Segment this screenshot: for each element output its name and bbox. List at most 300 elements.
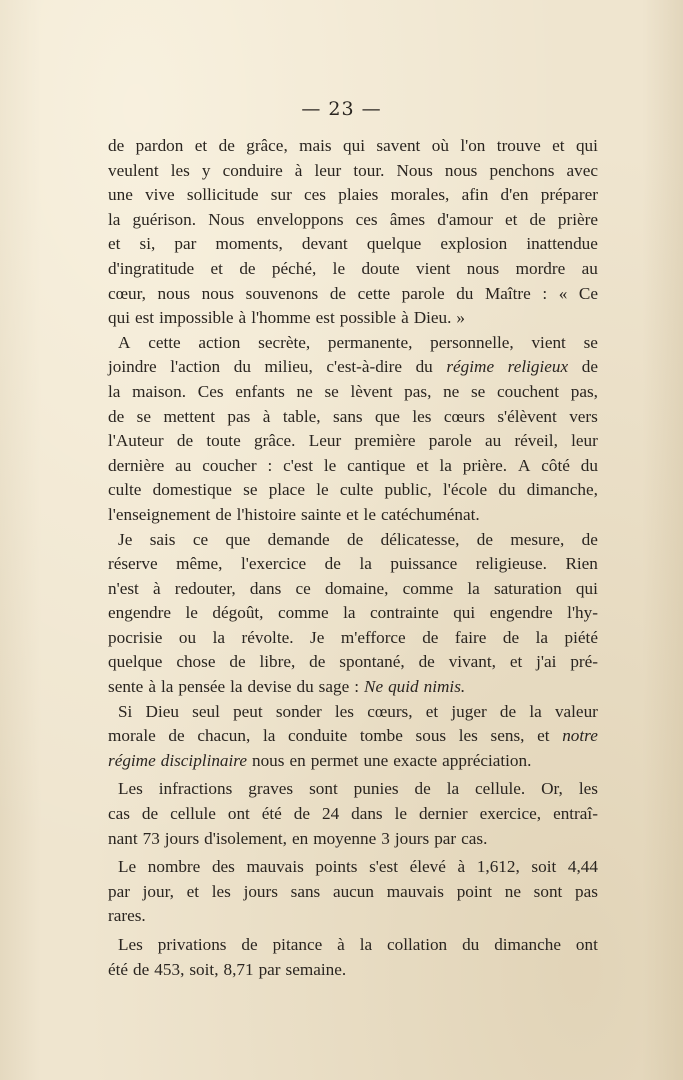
word: du: [580, 455, 598, 475]
word: :: [354, 677, 359, 697]
word: les: [170, 160, 190, 180]
word: mesure,: [510, 529, 565, 549]
word: pocrisie: [108, 627, 163, 647]
word: afin: [461, 185, 489, 205]
word: milieu,: [264, 357, 313, 377]
text-line: [108, 880, 598, 905]
word: mauvais: [386, 881, 444, 901]
italic-word: notre: [562, 726, 598, 746]
word: c'est: [283, 455, 313, 475]
text-line: [108, 454, 598, 479]
word: soit,: [189, 959, 219, 979]
word: et: [210, 258, 223, 278]
word: de: [168, 726, 185, 746]
word: sur: [270, 185, 292, 205]
word: permet: [310, 750, 359, 770]
text-line: [108, 306, 598, 331]
word: Je: [118, 529, 133, 549]
word: d'isolement,: [204, 828, 287, 848]
word: ce: [295, 578, 311, 598]
word: l'Auteur: [108, 431, 164, 451]
word: l'action: [170, 357, 221, 377]
word: dans: [249, 578, 282, 598]
word: du: [415, 357, 433, 377]
word: enveloppons: [256, 209, 344, 229]
word: impossible: [159, 308, 234, 328]
word: comme: [277, 603, 329, 623]
word: par: [258, 959, 281, 979]
text-line: [108, 159, 598, 184]
word: Dieu.: [413, 308, 452, 328]
word: action: [198, 332, 241, 352]
word: j'ai: [536, 652, 557, 672]
text-line: [108, 855, 598, 880]
word: l'histoire: [236, 504, 297, 524]
word: de: [176, 431, 194, 451]
text-line: [108, 355, 598, 380]
word: préparer: [540, 185, 598, 205]
word: à: [294, 160, 303, 180]
word: graves: [248, 779, 294, 799]
word: cas.: [461, 828, 488, 848]
italic-word: Ne: [363, 677, 384, 697]
word: personnelle,: [430, 332, 514, 352]
word: table,: [282, 406, 321, 426]
word: à: [337, 935, 345, 954]
word: spontané,: [339, 652, 405, 672]
word: de: [215, 504, 232, 524]
italic-word: quid: [388, 677, 419, 697]
word: devise: [247, 677, 292, 697]
word: de: [422, 627, 439, 647]
word: vive: [145, 185, 175, 205]
word: soit: [531, 857, 557, 877]
word: parole: [428, 431, 472, 451]
word: sans: [333, 406, 363, 426]
word: à: [238, 308, 247, 328]
word: cœurs: [443, 406, 485, 426]
word: les: [578, 779, 598, 799]
word: de: [529, 209, 546, 229]
word: et: [416, 455, 429, 475]
word: permanente,: [327, 332, 413, 352]
text-line: [108, 802, 598, 827]
word: jour,: [142, 881, 174, 901]
word: à: [401, 308, 409, 328]
word: nous: [157, 283, 191, 303]
word: se: [583, 332, 598, 352]
word: d'ingratitude: [108, 258, 195, 278]
word: la: [467, 578, 480, 598]
text-line: [108, 552, 598, 577]
word: et: [108, 234, 121, 254]
word: points: [315, 857, 358, 877]
word: Maître: [484, 283, 531, 303]
word: exacte: [393, 750, 438, 770]
word: Or,: [541, 779, 563, 799]
word: du: [498, 480, 516, 500]
word: dernier: [418, 804, 468, 824]
word: grâce,: [246, 136, 288, 155]
word: la: [343, 603, 356, 623]
word: mauvais: [246, 857, 304, 877]
word: de: [418, 652, 435, 672]
word: par: [108, 881, 130, 901]
word: dégoût,: [212, 603, 264, 623]
word: en: [291, 828, 309, 848]
word: se: [136, 406, 151, 426]
word: du: [296, 677, 314, 697]
word: se: [470, 381, 486, 401]
text-line: [108, 724, 598, 749]
word: sente: [108, 677, 144, 697]
word: qui: [453, 603, 476, 623]
word: libre,: [259, 652, 296, 672]
text-line: [108, 232, 598, 257]
word: de: [293, 804, 311, 824]
word: moments,: [215, 234, 283, 254]
word: ou: [178, 627, 197, 647]
word: pas: [227, 406, 251, 426]
word: quelque: [366, 234, 422, 254]
word: sonder: [275, 701, 322, 721]
word: et: [346, 504, 359, 524]
word: la: [108, 209, 121, 229]
word: grâce.: [253, 431, 296, 451]
word: sous: [415, 726, 447, 746]
word: l'hy-: [567, 603, 598, 623]
text-line: [108, 601, 598, 626]
text-line: [108, 650, 598, 675]
word: secrète,: [258, 332, 311, 352]
word: ces: [355, 209, 378, 229]
word: y: [201, 160, 211, 180]
word: dernière: [108, 455, 165, 475]
text-line: [108, 626, 598, 651]
word: Le: [118, 857, 137, 877]
word: lèvent: [350, 381, 393, 401]
word: vers: [569, 406, 598, 426]
word: peut: [233, 701, 263, 721]
word: la: [439, 455, 452, 475]
word: la: [108, 381, 121, 401]
word: saturation: [493, 578, 562, 598]
word: catéchuménat.: [380, 504, 480, 524]
word: à: [262, 406, 271, 426]
word: mettent: [163, 406, 215, 426]
word: ont: [575, 935, 598, 954]
word: la: [230, 677, 243, 697]
word: maison.: [132, 381, 187, 401]
italic-word: régime: [108, 750, 156, 770]
word: l'école: [442, 480, 488, 500]
word: sollicitude: [186, 185, 259, 205]
text-line: [108, 827, 598, 852]
word: conduire: [222, 160, 283, 180]
word: à: [457, 857, 466, 877]
italic-word: régime: [446, 357, 495, 377]
text-line: [108, 331, 598, 356]
word: sage: [318, 677, 350, 697]
word: cellule: [170, 804, 216, 824]
word: jours: [394, 828, 430, 848]
text-line: [108, 700, 598, 725]
text-line: [108, 528, 598, 553]
word: vient: [416, 258, 451, 278]
word: les: [334, 701, 354, 721]
word: est: [134, 308, 155, 328]
text-line: [108, 503, 598, 528]
word: de: [218, 136, 235, 155]
word: morale: [108, 726, 156, 746]
italic-word: disciplinaire: [160, 750, 247, 770]
word: pitance: [272, 935, 323, 954]
word: sans: [290, 881, 321, 901]
text-line: [108, 429, 598, 454]
word: par: [174, 234, 197, 254]
word: nous: [444, 160, 478, 180]
word: inattendue: [526, 234, 598, 254]
word: les: [412, 406, 432, 426]
word: pensée: [178, 677, 226, 697]
word: et: [425, 701, 439, 721]
word: demande: [267, 529, 330, 549]
word: d'amour: [437, 209, 493, 229]
word: morales,: [390, 185, 450, 205]
word: devant: [301, 234, 348, 254]
word: Je: [310, 627, 325, 647]
word: privations: [157, 935, 227, 954]
word: qui: [575, 578, 598, 598]
word: en: [289, 750, 306, 770]
word: ne: [443, 381, 460, 401]
word: joindre: [108, 357, 157, 377]
word: dans: [351, 804, 383, 824]
text-line: [108, 208, 598, 233]
word: nous: [251, 750, 285, 770]
word: par: [434, 828, 457, 848]
word: contrainte: [369, 603, 439, 623]
word: nombre: [147, 857, 201, 877]
word: ne: [296, 381, 313, 401]
word: et: [194, 136, 208, 155]
word: du: [456, 283, 474, 303]
word: que: [375, 406, 400, 426]
word: sainte: [301, 504, 342, 524]
word: le: [316, 480, 329, 500]
word: qui: [343, 136, 365, 155]
word: si,: [139, 234, 156, 254]
word: religieuse.: [475, 554, 547, 574]
word: c'est-à-dire: [326, 357, 402, 377]
word: leur: [571, 431, 598, 451]
word: une: [363, 750, 389, 770]
word: punies: [353, 779, 399, 799]
word: quelque: [108, 652, 163, 672]
word: de: [347, 529, 364, 549]
word: la: [212, 627, 226, 647]
word: cœurs,: [367, 701, 413, 721]
word: cas: [108, 804, 130, 824]
word: côté: [541, 455, 570, 475]
word: Ces: [197, 381, 224, 401]
word: conduite: [288, 726, 348, 746]
word: n'est: [108, 578, 139, 598]
word: plaies: [338, 185, 379, 205]
word: de: [581, 357, 598, 377]
word: nous: [201, 283, 235, 303]
word: dimanche: [494, 935, 561, 954]
word: s'est: [369, 857, 398, 877]
word: et: [186, 881, 200, 901]
text-line: [108, 777, 598, 802]
word: enfants: [235, 381, 285, 401]
word: domestique: [152, 480, 232, 500]
word: élevé: [409, 857, 446, 877]
word: :: [267, 455, 273, 475]
word: tombe: [359, 726, 403, 746]
word: la: [446, 779, 460, 799]
word: de: [329, 283, 347, 303]
word: une: [108, 185, 133, 205]
word: de: [581, 529, 598, 549]
word: et: [509, 652, 523, 672]
word: culte: [339, 480, 374, 500]
word: culte: [108, 480, 142, 500]
word: jours: [164, 828, 200, 848]
word: domaine,: [324, 578, 389, 598]
word: le: [323, 455, 337, 475]
word: A: [118, 332, 131, 352]
word: Les: [118, 935, 143, 954]
word: Ce: [578, 283, 598, 303]
word: explosion: [440, 234, 508, 254]
word: été: [108, 959, 129, 979]
word: veulent: [108, 160, 159, 180]
page-number: — 23 —: [301, 98, 382, 120]
word: de: [239, 258, 256, 278]
word: où: [431, 136, 449, 155]
word: Nous: [208, 209, 245, 229]
word: infractions: [158, 779, 233, 799]
word: ne: [504, 881, 521, 901]
word: vient: [531, 332, 566, 352]
word: d'en: [500, 185, 529, 205]
text-line: [108, 577, 598, 602]
word: s'élèvent: [497, 406, 557, 426]
word: de: [324, 554, 341, 574]
word: valeur: [554, 701, 598, 721]
word: âmes: [389, 209, 426, 229]
word: pas,: [404, 381, 432, 401]
word: toute: [206, 431, 241, 451]
word: de: [502, 627, 520, 647]
word: seul: [192, 701, 220, 721]
word: révolte.: [241, 627, 294, 647]
word: ces: [304, 185, 326, 205]
word: sont: [533, 881, 563, 901]
word: la: [359, 935, 373, 954]
word: avec: [566, 160, 598, 180]
word: pas: [575, 881, 598, 901]
word: des: [211, 857, 235, 877]
word: parole: [401, 283, 445, 303]
word: même,: [176, 554, 223, 574]
word: les: [458, 726, 478, 746]
word: le: [363, 504, 376, 524]
word: 453,: [154, 959, 185, 979]
text-line: [108, 405, 598, 430]
word: Les: [118, 779, 143, 799]
word: cantique: [347, 455, 406, 475]
word: penchons: [489, 160, 555, 180]
word: aucun: [332, 881, 374, 901]
word: pas,: [570, 381, 598, 401]
word: 3: [381, 828, 390, 848]
word: été: [261, 804, 282, 824]
word: du: [462, 935, 480, 954]
word: est: [315, 308, 335, 328]
text-line: [108, 183, 598, 208]
text-line: [108, 257, 598, 282]
word: sens,: [490, 726, 525, 746]
word: doute: [361, 258, 400, 278]
word: ce: [192, 529, 209, 549]
word: collation: [387, 935, 448, 954]
word: Si: [118, 701, 133, 721]
word: couchent: [497, 381, 560, 401]
word: péché,: [271, 258, 317, 278]
word: exercice,: [479, 804, 542, 824]
text-line: [108, 749, 598, 774]
body-text: [108, 134, 598, 982]
word: Rien: [565, 554, 598, 574]
word: de: [309, 652, 326, 672]
word: savent: [376, 136, 421, 155]
word: de: [108, 406, 125, 426]
word: au: [175, 455, 192, 475]
word: la: [262, 726, 276, 746]
word: semaine.: [285, 959, 347, 979]
word: le: [394, 804, 407, 824]
word: Dieu: [145, 701, 179, 721]
word: l'enseignement: [108, 504, 211, 524]
word: 4,44: [567, 857, 598, 877]
word: nant: [108, 828, 138, 848]
word: guérison.: [132, 209, 197, 229]
word: qui: [575, 136, 598, 155]
word: cette: [357, 283, 391, 303]
word: faire: [454, 627, 487, 647]
word: les: [211, 881, 231, 901]
text-line: [108, 675, 598, 700]
italic-word: religieux: [507, 357, 569, 377]
word: chacun,: [197, 726, 251, 746]
word: qui: [108, 308, 130, 328]
text-line: [108, 478, 598, 503]
word: cœur,: [108, 283, 146, 303]
word: nous: [466, 258, 500, 278]
word: de: [108, 136, 125, 155]
word: première: [354, 431, 416, 451]
text-line: [108, 134, 598, 159]
word: au: [581, 258, 598, 278]
word: point: [456, 881, 493, 901]
word: piété: [564, 627, 598, 647]
word: pardon: [135, 136, 184, 155]
word: rares.: [108, 906, 146, 926]
word: vivant,: [448, 652, 496, 672]
